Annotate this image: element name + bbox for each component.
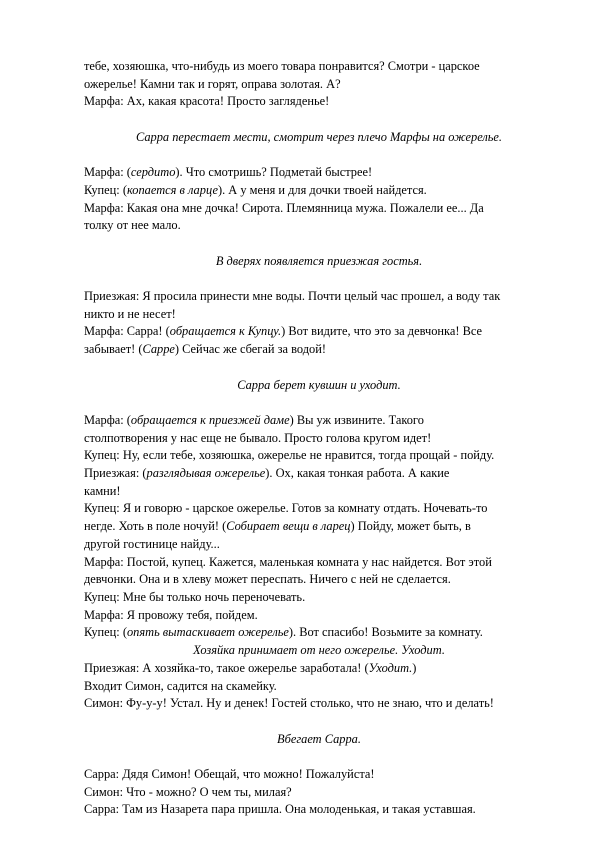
paragraph-spacer: [84, 713, 554, 731]
text-line: [84, 678, 554, 696]
text-line: [84, 607, 554, 625]
text-line: [84, 430, 554, 448]
stage-direction: В дверях появляется приезжая гостья.: [215, 253, 423, 268]
text-line: [84, 182, 554, 200]
line-segment: Купец: Мне бы только ночь переночевать.: [84, 590, 306, 604]
paragraph-spacer: [84, 270, 554, 288]
text-line: [84, 341, 554, 359]
text-line: [84, 217, 554, 235]
text-line: [84, 288, 554, 306]
line-segment: забывает! (: [84, 342, 143, 357]
line-segment: Купец: Я и говорю - царское ожерелье. Готов за комнату отдать. Ночевать-то: [84, 501, 488, 516]
line-segment: ) Пойду, может быть, в: [350, 519, 471, 534]
line-segment: Марфа: Ах, какая красота! Просто загляденье!: [84, 94, 330, 109]
line-segment: Симон: Что - можно? О чем ты, милая?: [84, 784, 292, 799]
stage-direction: Вбегает Сарра.: [277, 731, 361, 746]
line-segment: Симон: Фу-у-у! Устал. Ну и денек! Гостей столько, что не знаю, что и делать!: [84, 696, 494, 711]
line-segment: Марфа: (: [84, 165, 131, 180]
line-segment: ): [412, 660, 417, 675]
line-segment: Марфа: Сарра! (: [84, 324, 170, 339]
text-line: [84, 447, 554, 465]
line-segment: Марфа: (: [84, 412, 131, 427]
text-line: [84, 554, 554, 572]
line-segment: другой гостинице найду...: [84, 536, 220, 551]
stage-direction: Сарра берет кувшин и уходит.: [237, 377, 401, 392]
line-segment: толку от нее мало.: [84, 218, 181, 233]
text-line: [84, 465, 554, 483]
document-text: [84, 58, 554, 819]
stage-direction: Сарра перестает мести, смотрит через плечо Марфы на ожерелье.: [135, 129, 503, 144]
text-line: [84, 58, 554, 76]
paragraph-spacer: [84, 147, 554, 165]
stage-direction: Хозяйка принимает от него ожерелье. Уходит.: [193, 643, 445, 658]
line-segment: Марфа: Я провожу тебя, пойдем.: [84, 607, 258, 622]
text-line: [84, 500, 554, 518]
line-segment: Марфа: Постой, купец. Кажется, маленькая комната у нас найдется. Вот этой: [84, 554, 492, 569]
paragraph-spacer: [84, 359, 554, 377]
line-segment: девчонки. Она и в хлеву может переспать. Ничего с ней не сделается.: [84, 572, 451, 587]
line-segment: Приезжая: А хозяйка-то, такое ожерелье заработала! (: [84, 660, 369, 675]
text-line: [84, 801, 554, 819]
paragraph-spacer: [84, 111, 554, 129]
line-segment: Сарра: Там из Назарета пара пришла. Она молоденькая, и такая уставшая.: [84, 802, 476, 817]
text-line: [84, 93, 554, 111]
line-segment: ). А у меня и для дочки твоей найдется.: [217, 182, 427, 197]
line-segment: негде. Хоть в поле ночуй! (: [84, 519, 227, 534]
text-line: [84, 200, 554, 218]
inline-stage-direction: Собирает вещи в ларец: [226, 519, 351, 534]
line-segment: ) Вы уж извините. Такого: [289, 412, 424, 427]
text-line: [84, 660, 554, 678]
text-line: [84, 624, 554, 642]
inline-stage-direction: обращается к Купцу.: [169, 324, 282, 339]
inline-stage-direction: опять вытаскивает ожерелье: [126, 625, 289, 640]
inline-stage-direction: копается в ларце: [126, 182, 218, 197]
text-line: [84, 164, 554, 182]
text-line: [84, 412, 554, 430]
line-segment: ) Вот видите, что это за девчонка! Все: [281, 324, 482, 339]
line-segment: Купец: (: [84, 625, 127, 640]
inline-stage-direction: Уходит.: [368, 660, 413, 675]
line-segment: Приезжая: (: [84, 466, 147, 481]
line-segment: ожерелье! Камни так и горят, оправа золотая. А?: [84, 76, 341, 91]
line-segment: Входит Симон, садится на скамейку.: [84, 678, 277, 693]
paragraph-spacer: [84, 394, 554, 412]
line-segment: ). Ох, какая тонкая работа. А какие: [265, 466, 450, 481]
text-line: [84, 695, 554, 713]
line-segment: ) Сейчас же сбегай за водой!: [174, 342, 326, 357]
text-line: [84, 323, 554, 341]
text-line: [84, 571, 554, 589]
text-line: [84, 784, 554, 802]
paragraph-spacer: [84, 748, 554, 766]
text-line: [84, 589, 554, 607]
inline-stage-direction: обращается к приезжей даме: [130, 412, 290, 427]
inline-stage-direction: разглядывая ожерелье: [146, 466, 266, 481]
line-segment: столпотворения у нас еще не бывало. Просто голова кругом идет!: [84, 430, 432, 445]
text-line: [84, 518, 554, 536]
paragraph-spacer: [84, 235, 554, 253]
line-segment: ). Что смотришь? Подметай быстрее!: [175, 165, 373, 180]
line-segment: Приезжая: Я просила принести мне воды. Почти целый час прошел, а воду так: [84, 289, 501, 304]
line-segment: Марфа: Какая она мне дочка! Сирота. Племянница мужа. Пожалели ее... Да: [84, 200, 484, 215]
line-segment: ). Вот спасибо! Возьмите за комнату.: [288, 625, 483, 640]
line-segment: никто и не несет!: [84, 306, 176, 321]
text-line: [84, 536, 554, 554]
line-segment: Купец: (: [84, 182, 127, 197]
line-segment: тебе, хозяюшка, что-нибудь из моего товара понравится? Смотри - царское: [84, 59, 480, 73]
inline-stage-direction: сердито: [130, 165, 176, 180]
text-line: [84, 483, 554, 501]
text-line: [84, 76, 554, 94]
line-segment: Купец: Ну, если тебе, хозяюшка, ожерелье не нравится, тогда прощай - пойду.: [84, 448, 495, 463]
text-line: [84, 306, 554, 324]
text-line: [84, 766, 554, 784]
inline-stage-direction: Сарре: [142, 342, 175, 357]
line-segment: камни!: [84, 483, 121, 498]
line-segment: Сарра: Дядя Симон! Обещай, что можно! Пожалуйста!: [84, 767, 375, 781]
